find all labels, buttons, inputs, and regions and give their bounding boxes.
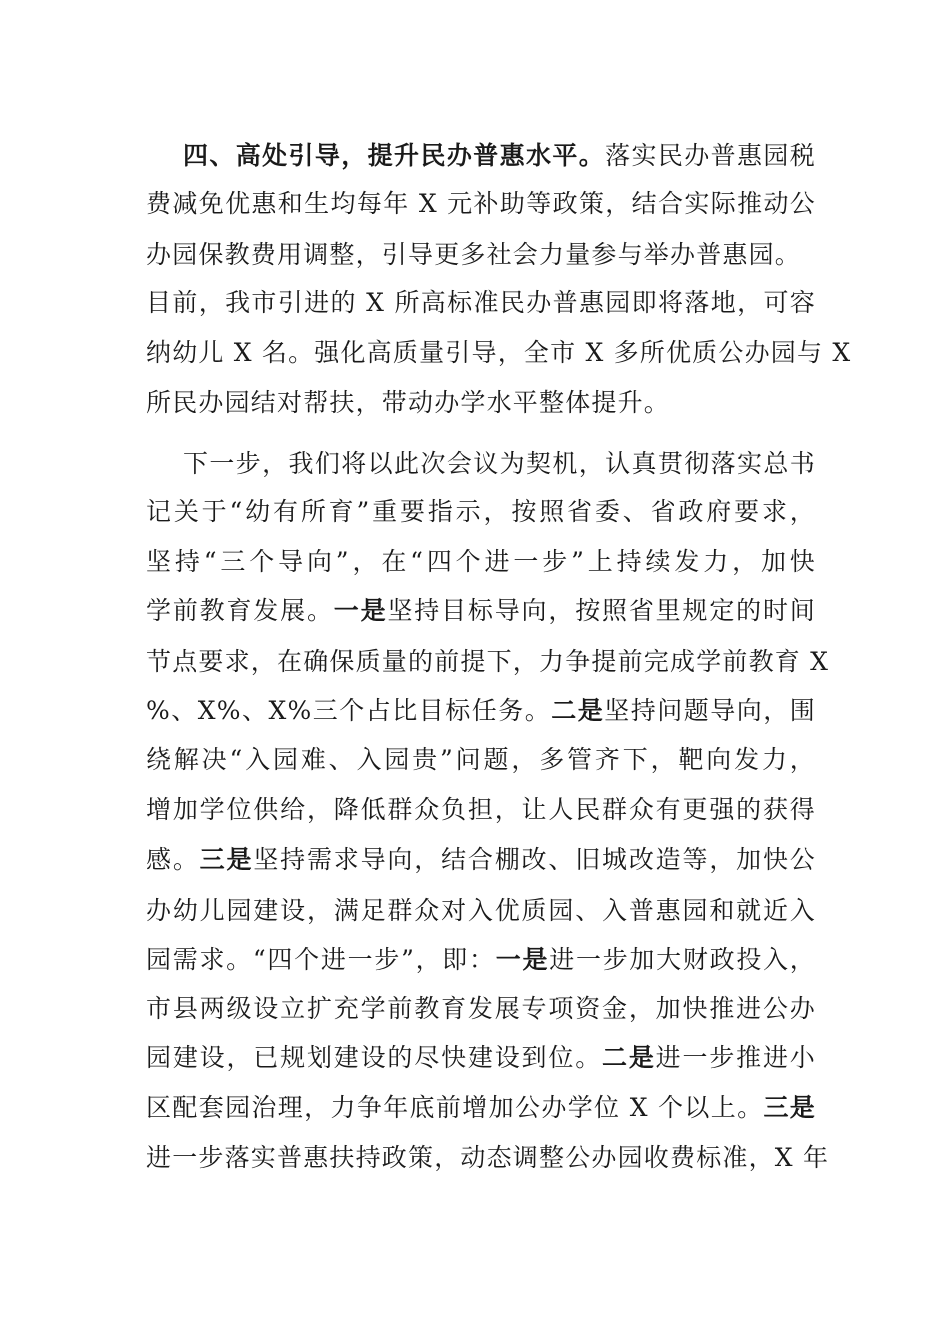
text-run: 绕解决“入园难、入园贵”问题，多管齐下，靶向发力， (146, 745, 816, 774)
text-line (146, 894, 816, 928)
text-run: 坚持问题导向，围 (604, 696, 817, 725)
text-run: 所民办园结对帮扶，带动办学水平整体提升。 (146, 388, 671, 417)
text-line (146, 1041, 816, 1075)
text-line (146, 386, 670, 420)
text-line (146, 187, 816, 221)
text-run: 区配套园治理，力争年底前增加公办学位 X 个以上。 (146, 1093, 764, 1122)
text-run: 进一步加大财政投入， (549, 945, 816, 974)
bold-text-run: 二是 (602, 1043, 656, 1072)
text-line (146, 238, 801, 272)
text-run: 坚持目标导向，按照省里规定的时间 (387, 596, 817, 625)
text-run: 坚持“三个导向”，在“四个进一步”上持续发力，加快 (146, 547, 816, 576)
text-run: 园建设，已规划建设的尽快建设到位。 (146, 1043, 603, 1072)
text-line (183, 447, 816, 481)
text-run: 目前，我市引进的 X 所高标准民办普惠园即将落地，可容 (146, 288, 816, 317)
text-line (146, 645, 830, 679)
text-run: 学前教育发展。 (146, 596, 334, 625)
text-line (146, 694, 816, 728)
text-run: 办园保教费用调整，引导更多社会力量参与举办普惠园。 (146, 240, 802, 269)
text-line (146, 992, 816, 1026)
text-run: 进一步落实普惠扶持政策，动态调整公办园收费标准，X 年 (146, 1143, 830, 1172)
text-line (146, 793, 816, 827)
text-line (146, 594, 816, 628)
text-run: 记关于“幼有所育”重要指示，按照省委、省政府要求， (146, 497, 816, 526)
text-run: 下一步，我们将以此次会议为契机，认真贯彻落实总书 (183, 449, 816, 478)
text-run: %、X%、X%三个占比目标任务。 (146, 696, 552, 725)
text-line (146, 943, 816, 977)
bold-text-run: 三是 (763, 1093, 816, 1122)
text-run: 办幼儿园建设，满足群众对入优质园、入普惠园和就近入 (146, 896, 816, 925)
text-line (146, 286, 816, 320)
text-run: 增加学位供给，降低群众负担，让人民群众有更强的获得 (146, 795, 816, 824)
text-line (146, 1141, 830, 1175)
text-line (146, 545, 816, 579)
text-line (146, 1091, 816, 1125)
bold-text-run: 二是 (551, 696, 605, 725)
text-line (146, 843, 816, 877)
text-run: 感。 (146, 845, 200, 874)
bold-text-run: 三是 (199, 845, 254, 874)
text-line (146, 743, 816, 777)
text-run: 坚持需求导向，结合棚改、旧城改造等，加快公 (253, 845, 817, 874)
text-run: 园需求。“四个进一步”，即： (146, 945, 496, 974)
text-line (146, 495, 816, 529)
text-run: 落实民办普惠园税 (605, 141, 817, 170)
text-line (183, 139, 816, 173)
bold-text-run: 一是 (333, 596, 388, 625)
bold-text-run: 一是 (495, 945, 550, 974)
text-run: 费减免优惠和生均每年 X 元补助等政策，结合实际推动公 (146, 189, 816, 218)
text-run: 纳幼儿 X 名。强化高质量引导，全市 X 多所优质公办园与 X (146, 338, 852, 367)
text-run: 市县两级设立扩充学前教育发展专项资金，加快推进公办 (146, 994, 816, 1023)
text-run: 进一步推进小 (655, 1043, 816, 1072)
text-run: 节点要求，在确保质量的前提下，力争提前完成学前教育 X (146, 647, 830, 676)
bold-text-run: 四、高处引导，提升民办普惠水平。 (183, 141, 606, 170)
text-line (146, 336, 852, 370)
